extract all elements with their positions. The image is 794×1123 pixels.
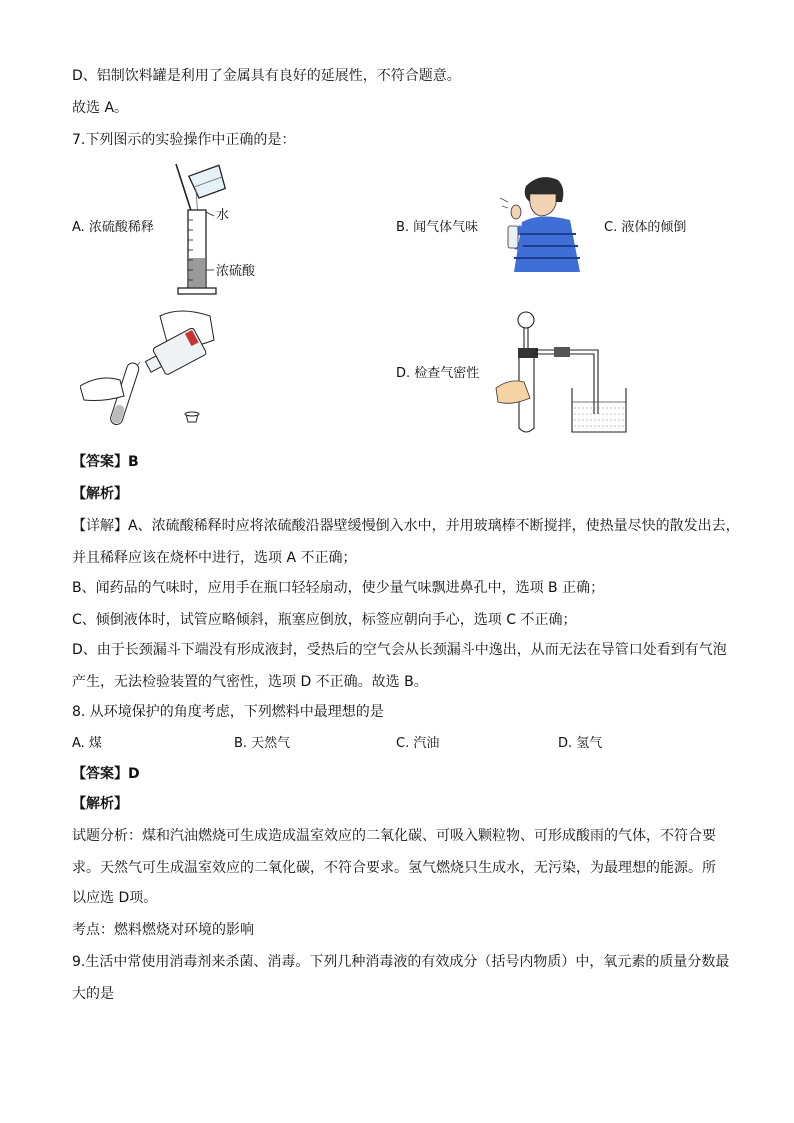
q8-stem: 8. 从环境保护的角度考虑，下列燃料中最理想的是 <box>72 704 384 720</box>
q8-detail-line-1: 试题分析：煤和汽油燃烧可生成造成温室效应的二氧化碳、可吸入颗粒物、可形成酸雨的气体，不符合要 <box>72 828 716 844</box>
q7-detail-line-2: 并且稀释应该在烧杯中进行，选项 A 不正确； <box>72 550 357 566</box>
q9-stem-line-2: 大的是 <box>72 986 114 1002</box>
q7-option-d: D. 检查气密性 <box>396 366 480 381</box>
q7-detail-line-1: 【详解】A、浓硫酸稀释时应将浓硫酸沿器壁缓慢倒入水中，并用玻璃棒不断搅拌，使热量尽快的散发出去， <box>72 518 740 534</box>
figure-a-water-label: 水 <box>216 208 230 223</box>
q6-option-d-explanation: D、铝制饮料罐是利用了金属具有良好的延展性，不符合题意。 <box>72 68 461 84</box>
q8-kaodian: 考点：燃料燃烧对环境的影响 <box>72 922 254 938</box>
q7-detail-line-3: B、闻药品的气味时，应用手在瓶口轻轻扇动，使少量气味飘进鼻孔中，选项 B 正确； <box>72 580 605 596</box>
q7-detail-line-6: 产生，无法检验装置的气密性，选项 D 不正确。故选 B。 <box>72 674 428 690</box>
q9-stem-line-1: 9.生活中常使用消毒剂来杀菌、消毒。下列几种消毒液的有效成分（括号内物质）中，氧元素的质量分数最 <box>72 954 730 970</box>
q7-option-b: B. 闻气体气味 <box>396 220 479 235</box>
q7-answer: 【答案】B <box>72 454 139 470</box>
q7-detail-line-5: D、由于长颈漏斗下端没有形成液封，受热后的空气会从长颈漏斗中逸出，从而无法在导管口处看到有气泡 <box>72 642 727 658</box>
q8-option-d: D. 氢气 <box>558 736 603 751</box>
q7-option-c: C. 液体的倾倒 <box>604 220 687 235</box>
q7-option-a: A. 浓硫酸稀释 <box>72 220 154 235</box>
q8-option-b: B. 天然气 <box>234 736 291 751</box>
q7-analysis-title: 【解析】 <box>72 486 128 502</box>
q8-analysis-title: 【解析】 <box>72 796 128 812</box>
q8-detail-line-3: 以应选 D项。 <box>72 890 158 906</box>
q8-answer: 【答案】D <box>72 766 140 782</box>
q7-stem: 7.下列图示的实验操作中正确的是： <box>72 132 296 148</box>
figure-c-pouring-liquid <box>80 306 230 436</box>
figure-a-acid-label: 浓硫酸 <box>216 264 256 279</box>
q7-detail-line-4: C、倾倒液体时，试管应略倾斜，瓶塞应倒放，标签应朝向手心，选项 C 不正确； <box>72 612 577 628</box>
q6-conclusion: 故选 A。 <box>72 100 129 116</box>
q8-option-a: A. 煤 <box>72 736 102 751</box>
figure-b-smelling-gas <box>500 172 588 272</box>
q8-option-c: C. 汽油 <box>396 736 440 751</box>
figure-d-airtightness-check <box>494 310 634 438</box>
q8-detail-line-2: 求。天然气可生成温室效应的二氧化碳，不符合要求。氢气燃烧只生成水，无污染，为最理想的能源。所 <box>72 860 716 876</box>
